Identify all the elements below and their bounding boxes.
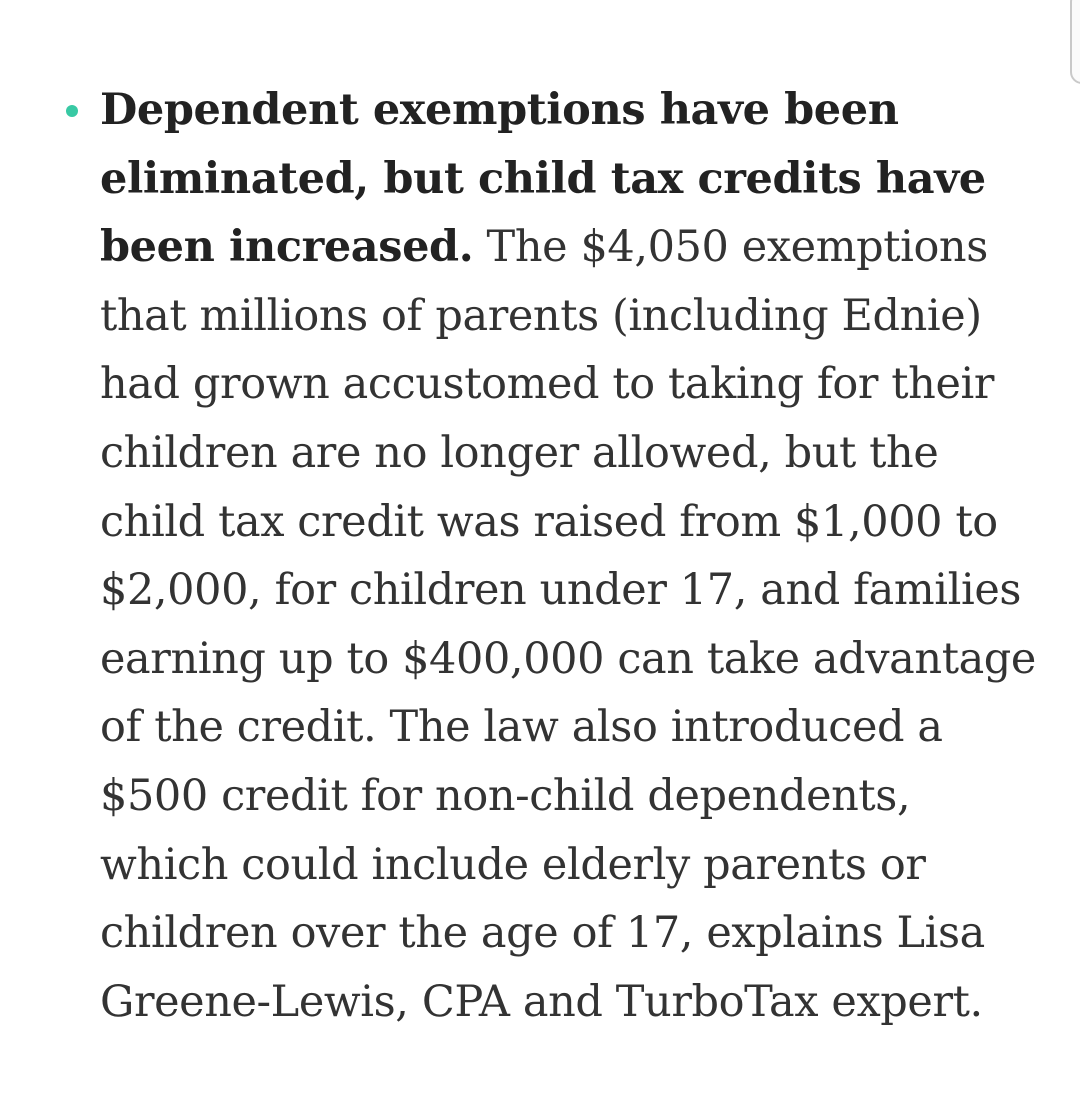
bullet-body-text: The $4,050 exemptions that millions of parents (including Ednie) had grown accustomed to taking for their children are no longer allowed, but the child tax credit was raised from $1,000 to $2,000, for children under 17, and families earning up to $400,000 can take advantage of the credit. The law also introduced a $500 credit for non-child dependents, which could include elderly parents or children over the age of 17, explains Lisa Greene-Lewis, CPA and TurboTax expert. [100, 222, 1036, 1027]
list-item [0, 76, 1080, 1036]
scrollbar-thumb[interactable] [1070, 0, 1080, 84]
bullet-list [0, 76, 1080, 1036]
bullet-dot-icon [66, 105, 78, 117]
bullet-lead-text: Dependent exemptions have been eliminated, but child tax credits have been increased. [100, 85, 986, 273]
